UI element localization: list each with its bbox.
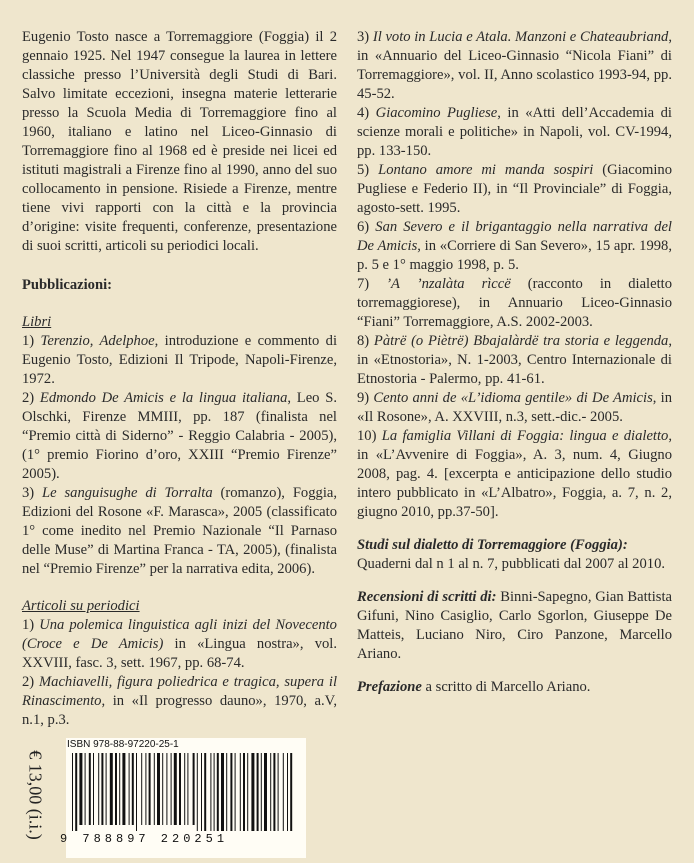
libro-entry: 2) Edmondo De Amicis e la lingua italiana, Leo S. Olschki, Firenze MMIII, pp. 187 (finalista nel “Premio città di Siderno” - Reggio Calabria - 2005), (1° premio Fiorino d’oro, XXIII “Premio Firenze” 2005). <box>22 390 337 482</box>
recensioni-paragraph <box>357 588 672 664</box>
articolo-entry: 7) ’A ’nzalàta rìccë (racconto in dialetto torremaggiorese), in Annuario Liceo-Ginnasio “Fiani” Torremaggiore, A.S. 2002-2003. <box>357 276 672 330</box>
pubblicazioni-heading: Pubblicazioni: <box>22 277 113 293</box>
libri-list <box>22 332 337 579</box>
author-bio: Eugenio Tosto nasce a Torremaggiore (Foggia) il 2 gennaio 1925. Nel 1947 consegue la laurea in lettere classiche presso l’Università degli Studi di Bari. Salvo limitate eccezioni, insegna materie letterarie presso la Scuola Media di Torremaggiore fino al 1960, italiano e latino nel Liceo-Ginnasio di Torremaggiore fino al 1968 ed è preside nei licei ed istituti magistrali a Firenze fino al 1990, anno del suo collocamento in pensione. Risiede a Firenze, mentre tiene vivi rapporti con la città e la provincia d’origine: visite frequenti, conferenze, presentazione di suoi scritti, articoli su periodici locali. <box>22 29 337 254</box>
articolo-entry: 1) Una polemica linguistica agli inizi del Novecento (Croce e De Amicis) in «Lingua nostra», vol. XXVIII, fasc. 3, sett. 1967, pp. 68-74. <box>22 617 337 671</box>
studi-section <box>357 536 672 574</box>
libri-heading: Libri <box>22 314 52 330</box>
recensioni-section <box>357 588 672 664</box>
articolo-entry: 6) San Severo e il brigantaggio nella narrativa del De Amicis, in «Corriere di San Severo», 15 apr. 1998, p. 5 e 1° maggio 1998, p. 5. <box>357 219 672 273</box>
isbn-label: ISBN 978-88-97220-25-1 <box>67 739 179 750</box>
articolo-entry: 8) Pàtrë (o Piètrë) Bbajalàrdë tra storia e leggenda, in «Etnostoria», N. 1-2003, Centro Internazionale di Etnostoria - Palermo, pp. 41-61. <box>357 333 673 387</box>
articolo-entry: 9) Cento anni de «L’idioma gentile» di De Amicis, in «Il Rosone», A. XXVIII, n.3, sett.-dic.- 2005. <box>357 390 672 425</box>
libro-entry: 3) Le sanguisughe di Torralta (romanzo), Foggia, Edizioni del Rosone «F. Marasca», 2005 (classificato 1° come inedito nel Premio Nazionale “Il Parnaso delle Muse” di Martina Franca - TA, 2005), (finalista nel “Premio Firenze” per la narrativa edita, 2006). <box>22 485 338 577</box>
articolo-entry: 3) Il voto in Lucia e Atala. Manzoni e Chateaubriand, in «Annuario del Liceo-Ginnasio “Nicola Fiani” di Torremaggiore», vol. II, Anno scolastico 1993-94, pp. 45-52. <box>357 29 672 102</box>
prefazione-text: a scritto di Marcello Ariano. <box>421 679 591 695</box>
articoli-list-right <box>357 28 672 522</box>
articoli-heading: Articoli su periodici <box>22 598 140 614</box>
price-label <box>22 740 47 850</box>
articolo-entry: 2) Machiavelli, figura poliedrica e tragica, supera il Rinascimento, in «Il progresso dauno», 1970, a.V, n.1, p.3. <box>22 674 337 728</box>
studi-text: Quaderni dal n 1 al n. 7, pubblicati dal 2007 al 2010. <box>357 556 666 572</box>
prefazione-heading: Prefazione <box>357 679 422 695</box>
prefazione-paragraph <box>357 678 672 697</box>
right-column <box>357 28 672 697</box>
prefazione-section <box>357 678 672 697</box>
libro-entry: 1) Terenzio, Adelphoe, introduzione e commento di Eugenio Tosto, Edizioni Il Tripode, Napoli-Firenze, 1972. <box>22 333 337 387</box>
barcode-digits: 9 788897 220251 <box>60 832 229 846</box>
recensioni-heading: Recensioni di scritti di: <box>357 589 497 605</box>
articolo-entry: 4) Giacomino Pugliese, in «Atti dell’Accademia di scienze morali e politiche» in Napoli, vol. CV-1994, pp. 133-150. <box>357 105 672 159</box>
left-column <box>22 28 337 730</box>
recensioni-text: Binni-Sapegno, Gian Battista Gifuni, Nino Casiglio, Carlo Sgorlon, Giuseppe De Matteis, Luciano Niro, Ciro Panzone, Marcello Ariano. <box>357 589 672 662</box>
articoli-list-left <box>22 616 337 730</box>
price-text: € 13,00 (i.i.) <box>25 750 45 840</box>
articolo-entry: 5) Lontano amore mi manda sospiri (Giacomino Pugliese e Federio II), in “Il Provinciale” di Foggia, agosto-sett. 1995. <box>357 162 673 216</box>
barcode-icon <box>68 753 300 831</box>
articolo-entry: 10) La famiglia Villani di Foggia: lingua e dialetto, in «L’Avvenire di Foggia», A. 3, num. 4, Giugno 2008, pag. 4. [excerpta e anticipazione dello studio intero pubblicato in «L’Albatro», Foggia, a. 7, n. 2, giugno 2010, pp.37-50]. <box>357 428 672 520</box>
studi-heading: Studi sul dialetto di Torremaggiore (Foggia): <box>357 537 628 553</box>
